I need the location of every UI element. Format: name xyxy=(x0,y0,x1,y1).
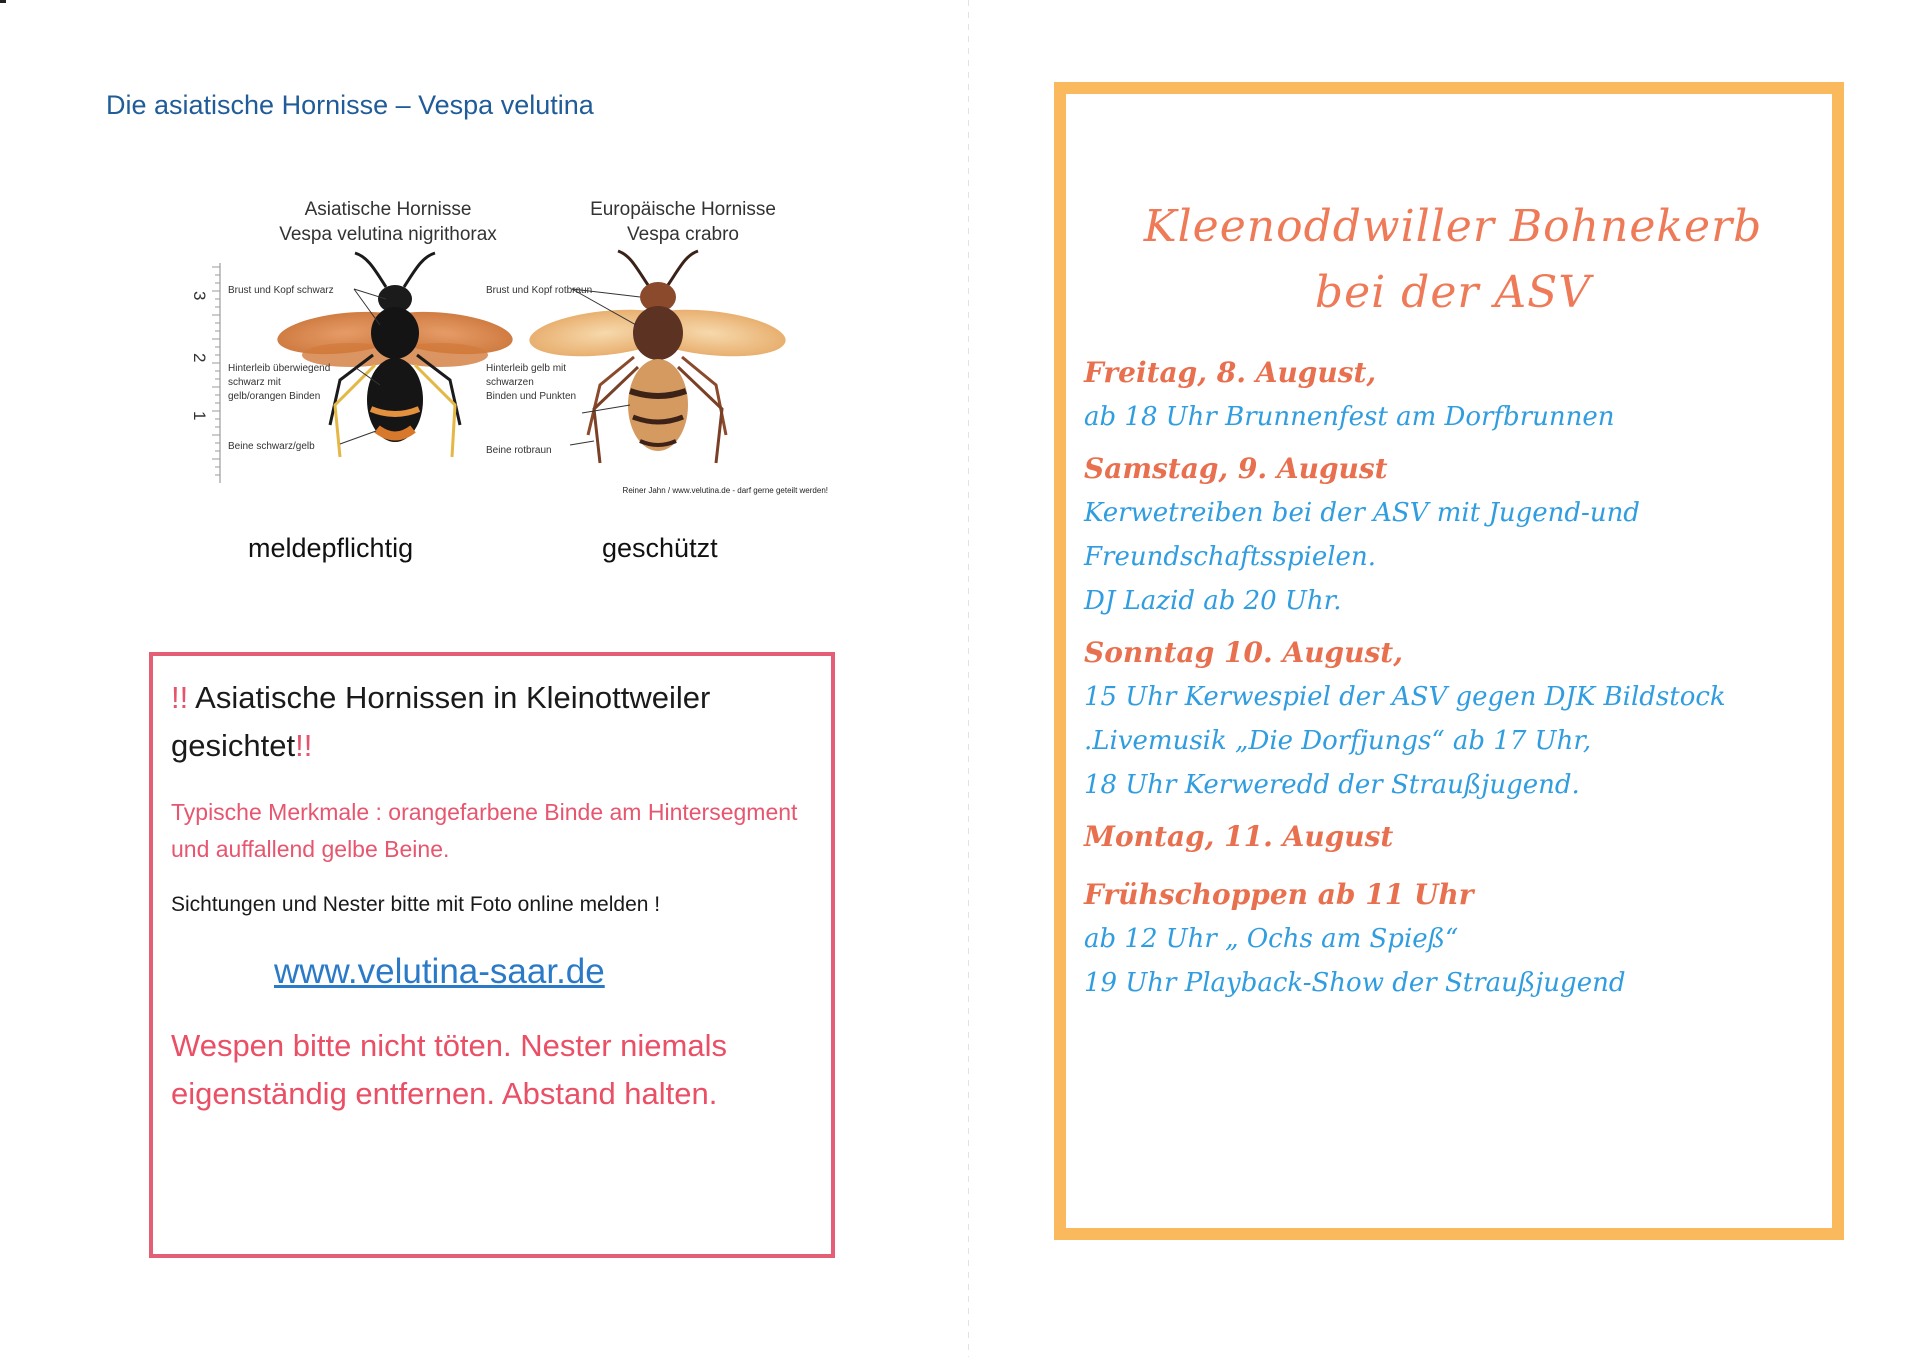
image-credit: Reiner Jahn / www.velutina.de - darf gerne geteilt werden! xyxy=(622,486,828,495)
alert-bang-open: !! xyxy=(171,680,189,715)
event-card-inner xyxy=(1084,94,1822,1228)
event-title-line-2: bei der ASV xyxy=(1314,267,1592,318)
scan-corner-mark xyxy=(0,0,6,3)
european-annotation-thorax: Brust und Kopf rotbraun xyxy=(486,285,593,296)
european-annotation-abdomen-3: Binden und Punkten xyxy=(486,391,577,402)
kerb-event-card xyxy=(1054,82,1844,1240)
schedule-entry: .Livemusik „Die Dorfjungs“ ab 17 Uhr, xyxy=(1084,726,1592,756)
ruler xyxy=(190,263,220,483)
typical-features-text: Typische Merkmale : orangefarbene Binde am Hintersegment und auffallend gelbe Beine. xyxy=(171,799,798,862)
report-instructions: Sichtungen und Nester bitte mit Foto online melden ! xyxy=(171,893,661,916)
event-title-line-1: Kleenoddwiller Bohnekerb xyxy=(1143,201,1763,252)
hornet-comparison-figure xyxy=(190,195,830,505)
alert-bang-close: !! xyxy=(295,728,313,763)
european-annotation-abdomen-2: schwarzen xyxy=(486,377,534,388)
schedule-entry: 18 Uhr Kerweredd der Straußjugend. xyxy=(1084,770,1580,800)
event-schedule xyxy=(1084,351,1822,1005)
event-title xyxy=(1084,194,1822,326)
schedule-entry: 19 Uhr Playback-Show der Straußjugend xyxy=(1084,968,1626,998)
asian-annotation-thorax: Brust und Kopf schwarz xyxy=(228,285,334,296)
monday-fruehschoppen: Frühschoppen ab 11 Uhr xyxy=(1084,878,1474,911)
schedule-entry: ab 18 Uhr Brunnenfest am Dorfbrunnen xyxy=(1084,402,1615,432)
alert-heading xyxy=(171,674,813,770)
european-hornet-latin: Vespa crabro xyxy=(627,224,739,245)
european-hornet-name: Europäische Hornisse xyxy=(590,199,776,220)
european-hornet-drawing xyxy=(527,251,788,463)
asian-annotation-legs: Beine schwarz/gelb xyxy=(228,441,315,452)
asian-annotation-abdomen-3: gelb/orangen Binden xyxy=(228,391,321,402)
day-heading-saturday: Samstag, 9. August xyxy=(1084,452,1388,485)
status-european-hornet: geschützt xyxy=(602,533,718,563)
asian-annotation-abdomen-2: schwarz mit xyxy=(228,377,281,388)
european-annotation-legs: Beine rotbraun xyxy=(486,445,552,456)
hornet-comparison-illustration xyxy=(190,195,830,505)
ruler-label-2: 2 xyxy=(190,353,209,363)
hornet-alert-box xyxy=(149,652,835,1258)
page-fold-line xyxy=(968,0,969,1357)
asian-hornet-drawing xyxy=(275,253,514,457)
day-heading-friday: Freitag, 8. August, xyxy=(1084,356,1377,389)
asian-annotation-abdomen-1: Hinterleib überwiegend xyxy=(228,363,331,374)
safety-warning: Wespen bitte nicht töten. Nester niemals eigenständig entfernen. Abstand halten. xyxy=(171,1028,727,1111)
alert-heading-text: Asiatische Hornissen in Kleinottweiler gesichtet xyxy=(171,680,711,763)
asian-hornet-latin: Vespa velutina nigrithorax xyxy=(279,224,497,245)
day-heading-monday: Montag, 11. August xyxy=(1084,820,1394,853)
asian-hornet-name: Asiatische Hornisse xyxy=(304,199,472,220)
schedule-entry: Kerwetreiben bei der ASV mit Jugend-und xyxy=(1084,498,1640,528)
page-title: Die asiatische Hornisse – Vespa velutina xyxy=(106,90,594,120)
schedule-entry: Freundschaftsspielen. xyxy=(1084,542,1376,572)
schedule-entry: ab 12 Uhr „ Ochs am Spieß“ xyxy=(1084,924,1459,954)
european-annotation-abdomen-1: Hinterleib gelb mit xyxy=(486,363,567,374)
status-asian-hornet: meldepflichtig xyxy=(248,533,414,563)
schedule-entry: DJ Lazid ab 20 Uhr. xyxy=(1084,586,1342,616)
schedule-entry: 15 Uhr Kerwespiel der ASV gegen DJK Bildstock xyxy=(1084,682,1726,712)
day-heading-sunday: Sonntag 10. August, xyxy=(1084,636,1403,669)
velutina-website-link[interactable]: www.velutina-saar.de xyxy=(274,952,605,991)
ruler-label-3: 3 xyxy=(190,291,209,301)
ruler-label-1: 1 xyxy=(190,411,209,421)
